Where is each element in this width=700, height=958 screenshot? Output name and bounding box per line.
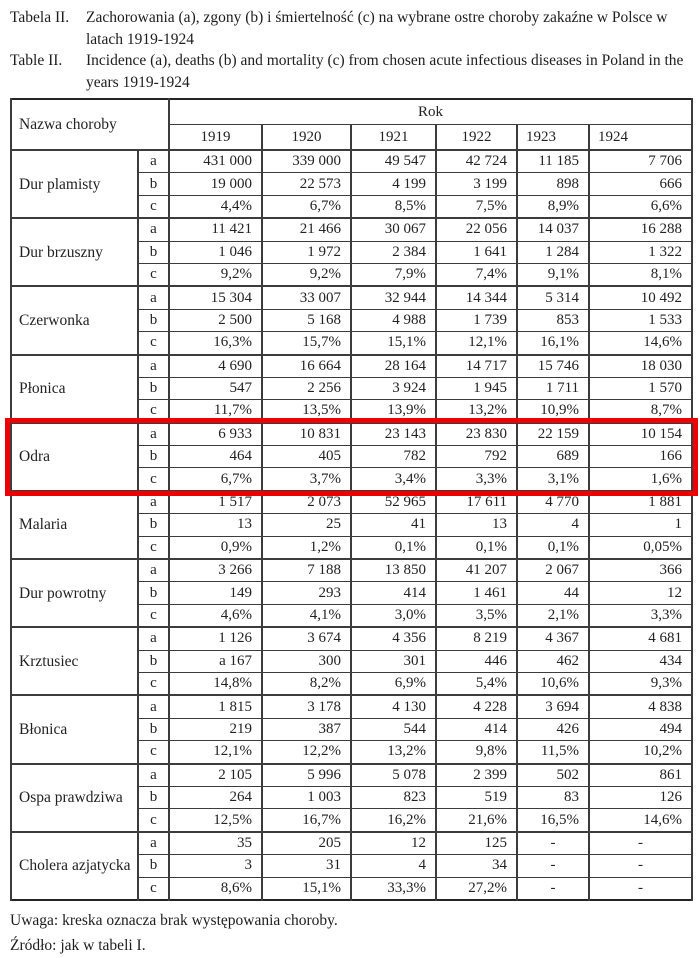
caption-polish-label: Tabela II.: [10, 9, 70, 26]
value-cell: 11 185: [517, 150, 589, 173]
value-cell: 10 154: [589, 423, 692, 446]
value-cell: 3 924: [351, 377, 436, 399]
row-letter-cell: a: [138, 832, 169, 855]
caption-english: [10, 50, 691, 93]
value-cell: 1 881: [589, 491, 692, 514]
value-cell: 502: [517, 764, 589, 787]
value-cell: 16,2%: [351, 809, 436, 832]
value-cell: 9,3%: [589, 672, 692, 695]
value-cell: 31: [262, 855, 351, 877]
value-cell: 853: [517, 309, 589, 331]
value-cell: 1 517: [169, 491, 262, 514]
value-cell: 0,1%: [436, 536, 517, 559]
value-cell: 4 228: [436, 695, 517, 718]
row-letter-cell: a: [138, 423, 169, 446]
table-row: [11, 423, 692, 446]
value-cell: 9,2%: [262, 263, 351, 286]
value-cell: 16,5%: [517, 809, 589, 832]
value-cell: 6,7%: [169, 468, 262, 491]
value-cell: 14 037: [517, 218, 589, 241]
note-source: Źródło: jak w tabeli I.: [10, 936, 146, 954]
value-cell: 44: [517, 582, 589, 604]
value-cell: 30 067: [351, 218, 436, 241]
table-row: [11, 695, 692, 718]
value-cell: 547: [169, 377, 262, 399]
value-cell: 4: [351, 855, 436, 877]
row-letter-cell: b: [138, 309, 169, 331]
value-cell: 861: [589, 764, 692, 787]
value-cell: 5,4%: [436, 672, 517, 695]
disease-name-cell: Płonica: [11, 355, 138, 423]
disease-name-cell: Błonica: [11, 695, 138, 763]
value-cell: 366: [589, 559, 692, 582]
value-cell: 6,9%: [351, 672, 436, 695]
value-cell: 13,9%: [351, 400, 436, 423]
table-row: [11, 832, 692, 855]
value-cell: 35: [169, 832, 262, 855]
value-cell: 1 322: [589, 241, 692, 263]
value-cell: 0,05%: [589, 536, 692, 559]
value-cell: 519: [436, 786, 517, 808]
value-cell: 7,4%: [436, 263, 517, 286]
value-cell: -: [589, 877, 692, 900]
row-letter-cell: c: [138, 741, 169, 764]
value-cell: 22 573: [262, 173, 351, 195]
value-cell: 8 219: [436, 627, 517, 650]
table-body: [11, 150, 692, 900]
value-cell: 41 207: [436, 559, 517, 582]
value-cell: 0,1%: [517, 536, 589, 559]
disease-name-cell: Czerwonka: [11, 286, 138, 354]
value-cell: 9,2%: [169, 263, 262, 286]
row-letter-cell: c: [138, 604, 169, 627]
value-cell: 15 304: [169, 286, 262, 309]
value-cell: 6,7%: [262, 195, 351, 218]
value-cell: 3 266: [169, 559, 262, 582]
value-cell: 16,1%: [517, 332, 589, 355]
row-letter-cell: b: [138, 718, 169, 740]
value-cell: 12,1%: [436, 332, 517, 355]
value-cell: 126: [589, 786, 692, 808]
value-cell: 8,2%: [262, 672, 351, 695]
value-cell: 1 003: [262, 786, 351, 808]
value-cell: 7,9%: [351, 263, 436, 286]
row-letter-cell: c: [138, 536, 169, 559]
row-letter-cell: b: [138, 650, 169, 672]
value-cell: 22 159: [517, 423, 589, 446]
value-cell: 405: [262, 446, 351, 468]
caption-english-text: Incidence (a), deaths (b) and mortality (c) from chosen acute infectious diseases in Poland in the years 1919-1924: [86, 52, 684, 91]
value-cell: 387: [262, 718, 351, 740]
value-cell: 10 492: [589, 286, 692, 309]
value-cell: 166: [589, 446, 692, 468]
value-cell: -: [517, 877, 589, 900]
value-cell: 264: [169, 786, 262, 808]
value-cell: 1 972: [262, 241, 351, 263]
value-cell: 792: [436, 446, 517, 468]
value-cell: 10 831: [262, 423, 351, 446]
value-cell: 16 288: [589, 218, 692, 241]
value-cell: 5 168: [262, 309, 351, 331]
disease-name-cell: Cholera azjatycka: [11, 832, 138, 900]
value-cell: 11,5%: [517, 741, 589, 764]
value-cell: 8,9%: [517, 195, 589, 218]
value-cell: 4,1%: [262, 604, 351, 627]
data-table: [10, 98, 693, 901]
value-cell: 11 421: [169, 218, 262, 241]
row-letter-cell: b: [138, 786, 169, 808]
row-letter-cell: a: [138, 218, 169, 241]
value-cell: 41: [351, 514, 436, 536]
row-letter-cell: c: [138, 877, 169, 900]
value-cell: 7,5%: [436, 195, 517, 218]
row-letter-cell: a: [138, 559, 169, 582]
value-cell: 9,8%: [436, 741, 517, 764]
value-cell: 1 533: [589, 309, 692, 331]
value-cell: 25: [262, 514, 351, 536]
value-cell: 14 344: [436, 286, 517, 309]
value-cell: 14,6%: [589, 332, 692, 355]
value-cell: 5 996: [262, 764, 351, 787]
row-letter-cell: a: [138, 695, 169, 718]
value-cell: 339 000: [262, 150, 351, 173]
column-header-year-1921: 1921: [351, 125, 436, 151]
value-cell: 23 143: [351, 423, 436, 446]
value-cell: 3 694: [517, 695, 589, 718]
value-cell: 27,2%: [436, 877, 517, 900]
row-letter-cell: c: [138, 263, 169, 286]
value-cell: 4 690: [169, 355, 262, 378]
row-letter-cell: a: [138, 491, 169, 514]
disease-name-cell: Odra: [11, 423, 138, 491]
value-cell: 13,5%: [262, 400, 351, 423]
value-cell: 1 284: [517, 241, 589, 263]
value-cell: 2,1%: [517, 604, 589, 627]
table-row: [11, 559, 692, 582]
value-cell: 4,6%: [169, 604, 262, 627]
value-cell: 293: [262, 582, 351, 604]
value-cell: 2 399: [436, 764, 517, 787]
value-cell: 3,3%: [589, 604, 692, 627]
row-letter-cell: c: [138, 195, 169, 218]
table-row: [11, 150, 692, 173]
value-cell: 17 611: [436, 491, 517, 514]
row-letter-cell: c: [138, 468, 169, 491]
value-cell: 426: [517, 718, 589, 740]
value-cell: 3,4%: [351, 468, 436, 491]
disease-name-cell: Malaria: [11, 491, 138, 559]
row-letter-cell: b: [138, 377, 169, 399]
value-cell: 7 188: [262, 559, 351, 582]
row-letter-cell: c: [138, 672, 169, 695]
value-cell: 0,1%: [351, 536, 436, 559]
column-header-disease-name: Nazwa choroby: [11, 99, 169, 150]
value-cell: 6,6%: [589, 195, 692, 218]
value-cell: 4 838: [589, 695, 692, 718]
value-cell: 52 965: [351, 491, 436, 514]
value-cell: 12,1%: [169, 741, 262, 764]
row-letter-cell: b: [138, 173, 169, 195]
value-cell: 446: [436, 650, 517, 672]
value-cell: 13,2%: [351, 741, 436, 764]
value-cell: 3 178: [262, 695, 351, 718]
value-cell: 16,3%: [169, 332, 262, 355]
column-header-year-1919: 1919: [169, 125, 262, 151]
value-cell: 19 000: [169, 173, 262, 195]
value-cell: 33,3%: [351, 877, 436, 900]
value-cell: 431 000: [169, 150, 262, 173]
value-cell: 49 547: [351, 150, 436, 173]
value-cell: 15 746: [517, 355, 589, 378]
value-cell: 434: [589, 650, 692, 672]
value-cell: 14,6%: [589, 809, 692, 832]
value-cell: 666: [589, 173, 692, 195]
value-cell: 10,9%: [517, 400, 589, 423]
value-cell: 4 130: [351, 695, 436, 718]
value-cell: 32 944: [351, 286, 436, 309]
table-row: [11, 764, 692, 787]
value-cell: 28 164: [351, 355, 436, 378]
value-cell: 1 570: [589, 377, 692, 399]
value-cell: 8,5%: [351, 195, 436, 218]
value-cell: 782: [351, 446, 436, 468]
disease-name-cell: Dur brzuszny: [11, 218, 138, 286]
value-cell: 1,6%: [589, 468, 692, 491]
value-cell: -: [589, 832, 692, 855]
value-cell: 3,0%: [351, 604, 436, 627]
value-cell: 4 770: [517, 491, 589, 514]
value-cell: 10,6%: [517, 672, 589, 695]
value-cell: 12,5%: [169, 809, 262, 832]
value-cell: 125: [436, 832, 517, 855]
note-remark: Uwaga: kreska oznacza brak występowania choroby.: [10, 911, 338, 929]
value-cell: 544: [351, 718, 436, 740]
value-cell: 3,5%: [436, 604, 517, 627]
value-cell: 13: [169, 514, 262, 536]
table-row: [11, 491, 692, 514]
value-cell: 6 933: [169, 423, 262, 446]
value-cell: 414: [436, 718, 517, 740]
value-cell: 1 815: [169, 695, 262, 718]
value-cell: 3 674: [262, 627, 351, 650]
table-row: [11, 218, 692, 241]
value-cell: 1 126: [169, 627, 262, 650]
value-cell: 2 067: [517, 559, 589, 582]
value-cell: 1 739: [436, 309, 517, 331]
row-letter-cell: c: [138, 332, 169, 355]
value-cell: 5 314: [517, 286, 589, 309]
value-cell: 689: [517, 446, 589, 468]
value-cell: 2 073: [262, 491, 351, 514]
value-cell: 4 367: [517, 627, 589, 650]
value-cell: 1 641: [436, 241, 517, 263]
value-cell: 462: [517, 650, 589, 672]
column-header-year-1923: 1923: [517, 125, 589, 151]
value-cell: 3: [169, 855, 262, 877]
value-cell: 12,2%: [262, 741, 351, 764]
value-cell: 8,1%: [589, 263, 692, 286]
value-cell: 13: [436, 514, 517, 536]
value-cell: 300: [262, 650, 351, 672]
value-cell: 10,2%: [589, 741, 692, 764]
value-cell: 9,1%: [517, 263, 589, 286]
table-wrapper: [10, 98, 691, 901]
value-cell: 4 681: [589, 627, 692, 650]
value-cell: 3,3%: [436, 468, 517, 491]
value-cell: 14,8%: [169, 672, 262, 695]
value-cell: 414: [351, 582, 436, 604]
value-cell: 4 199: [351, 173, 436, 195]
row-letter-cell: a: [138, 355, 169, 378]
value-cell: 4 988: [351, 309, 436, 331]
value-cell: 219: [169, 718, 262, 740]
value-cell: 22 056: [436, 218, 517, 241]
row-letter-cell: c: [138, 400, 169, 423]
value-cell: 1 711: [517, 377, 589, 399]
value-cell: 3,7%: [262, 468, 351, 491]
value-cell: 14 717: [436, 355, 517, 378]
value-cell: 13 850: [351, 559, 436, 582]
value-cell: 16 664: [262, 355, 351, 378]
value-cell: 1 461: [436, 582, 517, 604]
disease-name-cell: Dur plamisty: [11, 150, 138, 218]
value-cell: 12: [589, 582, 692, 604]
value-cell: 205: [262, 832, 351, 855]
value-cell: 15,1%: [351, 332, 436, 355]
value-cell: 21,6%: [436, 809, 517, 832]
value-cell: 3,1%: [517, 468, 589, 491]
value-cell: 12: [351, 832, 436, 855]
value-cell: 1: [589, 514, 692, 536]
table-row: [11, 355, 692, 378]
value-cell: 1 945: [436, 377, 517, 399]
value-cell: 8,7%: [589, 400, 692, 423]
caption-english-label: Table II.: [10, 52, 63, 69]
value-cell: 823: [351, 786, 436, 808]
table-header: [11, 99, 692, 150]
value-cell: 898: [517, 173, 589, 195]
row-letter-cell: b: [138, 514, 169, 536]
notes-block: [10, 908, 691, 958]
value-cell: 13,2%: [436, 400, 517, 423]
value-cell: 2 500: [169, 309, 262, 331]
table-row: [11, 286, 692, 309]
row-letter-cell: a: [138, 286, 169, 309]
value-cell: 5 078: [351, 764, 436, 787]
caption-polish: [10, 7, 691, 50]
value-cell: 23 830: [436, 423, 517, 446]
value-cell: 21 466: [262, 218, 351, 241]
value-cell: 2 105: [169, 764, 262, 787]
value-cell: 8,6%: [169, 877, 262, 900]
value-cell: 7 706: [589, 150, 692, 173]
value-cell: 15,7%: [262, 332, 351, 355]
value-cell: 1,2%: [262, 536, 351, 559]
disease-name-cell: Dur powrotny: [11, 559, 138, 627]
value-cell: 149: [169, 582, 262, 604]
value-cell: 464: [169, 446, 262, 468]
value-cell: 3 199: [436, 173, 517, 195]
value-cell: 34: [436, 855, 517, 877]
value-cell: 2 384: [351, 241, 436, 263]
value-cell: 494: [589, 718, 692, 740]
disease-name-cell: Ospa prawdziwa: [11, 764, 138, 832]
header-row-top: [11, 99, 692, 125]
row-letter-cell: c: [138, 809, 169, 832]
row-letter-cell: a: [138, 627, 169, 650]
column-header-year-1922: 1922: [436, 125, 517, 151]
value-cell: a 167: [169, 650, 262, 672]
value-cell: 4: [517, 514, 589, 536]
value-cell: -: [517, 832, 589, 855]
value-cell: 301: [351, 650, 436, 672]
value-cell: -: [589, 855, 692, 877]
caption-polish-text: Zachorowania (a), zgony (b) i śmiertelność (c) na wybrane ostre choroby zakaźne w Polsce w latach 1919-1924: [86, 9, 668, 48]
disease-name-cell: Krztusiec: [11, 627, 138, 695]
value-cell: 0,9%: [169, 536, 262, 559]
column-header-year-group: Rok: [169, 99, 692, 125]
row-letter-cell: b: [138, 446, 169, 468]
row-letter-cell: b: [138, 582, 169, 604]
row-letter-cell: a: [138, 150, 169, 173]
value-cell: 15,1%: [262, 877, 351, 900]
column-header-year-1920: 1920: [262, 125, 351, 151]
row-letter-cell: b: [138, 855, 169, 877]
value-cell: 83: [517, 786, 589, 808]
column-header-year-1924: 1924: [589, 125, 692, 151]
value-cell: 16,7%: [262, 809, 351, 832]
value-cell: 1 046: [169, 241, 262, 263]
row-letter-cell: b: [138, 241, 169, 263]
value-cell: 4,4%: [169, 195, 262, 218]
value-cell: 4 356: [351, 627, 436, 650]
value-cell: 42 724: [436, 150, 517, 173]
value-cell: -: [517, 855, 589, 877]
value-cell: 11,7%: [169, 400, 262, 423]
value-cell: 18 030: [589, 355, 692, 378]
row-letter-cell: a: [138, 764, 169, 787]
value-cell: 2 256: [262, 377, 351, 399]
table-row: [11, 627, 692, 650]
value-cell: 33 007: [262, 286, 351, 309]
